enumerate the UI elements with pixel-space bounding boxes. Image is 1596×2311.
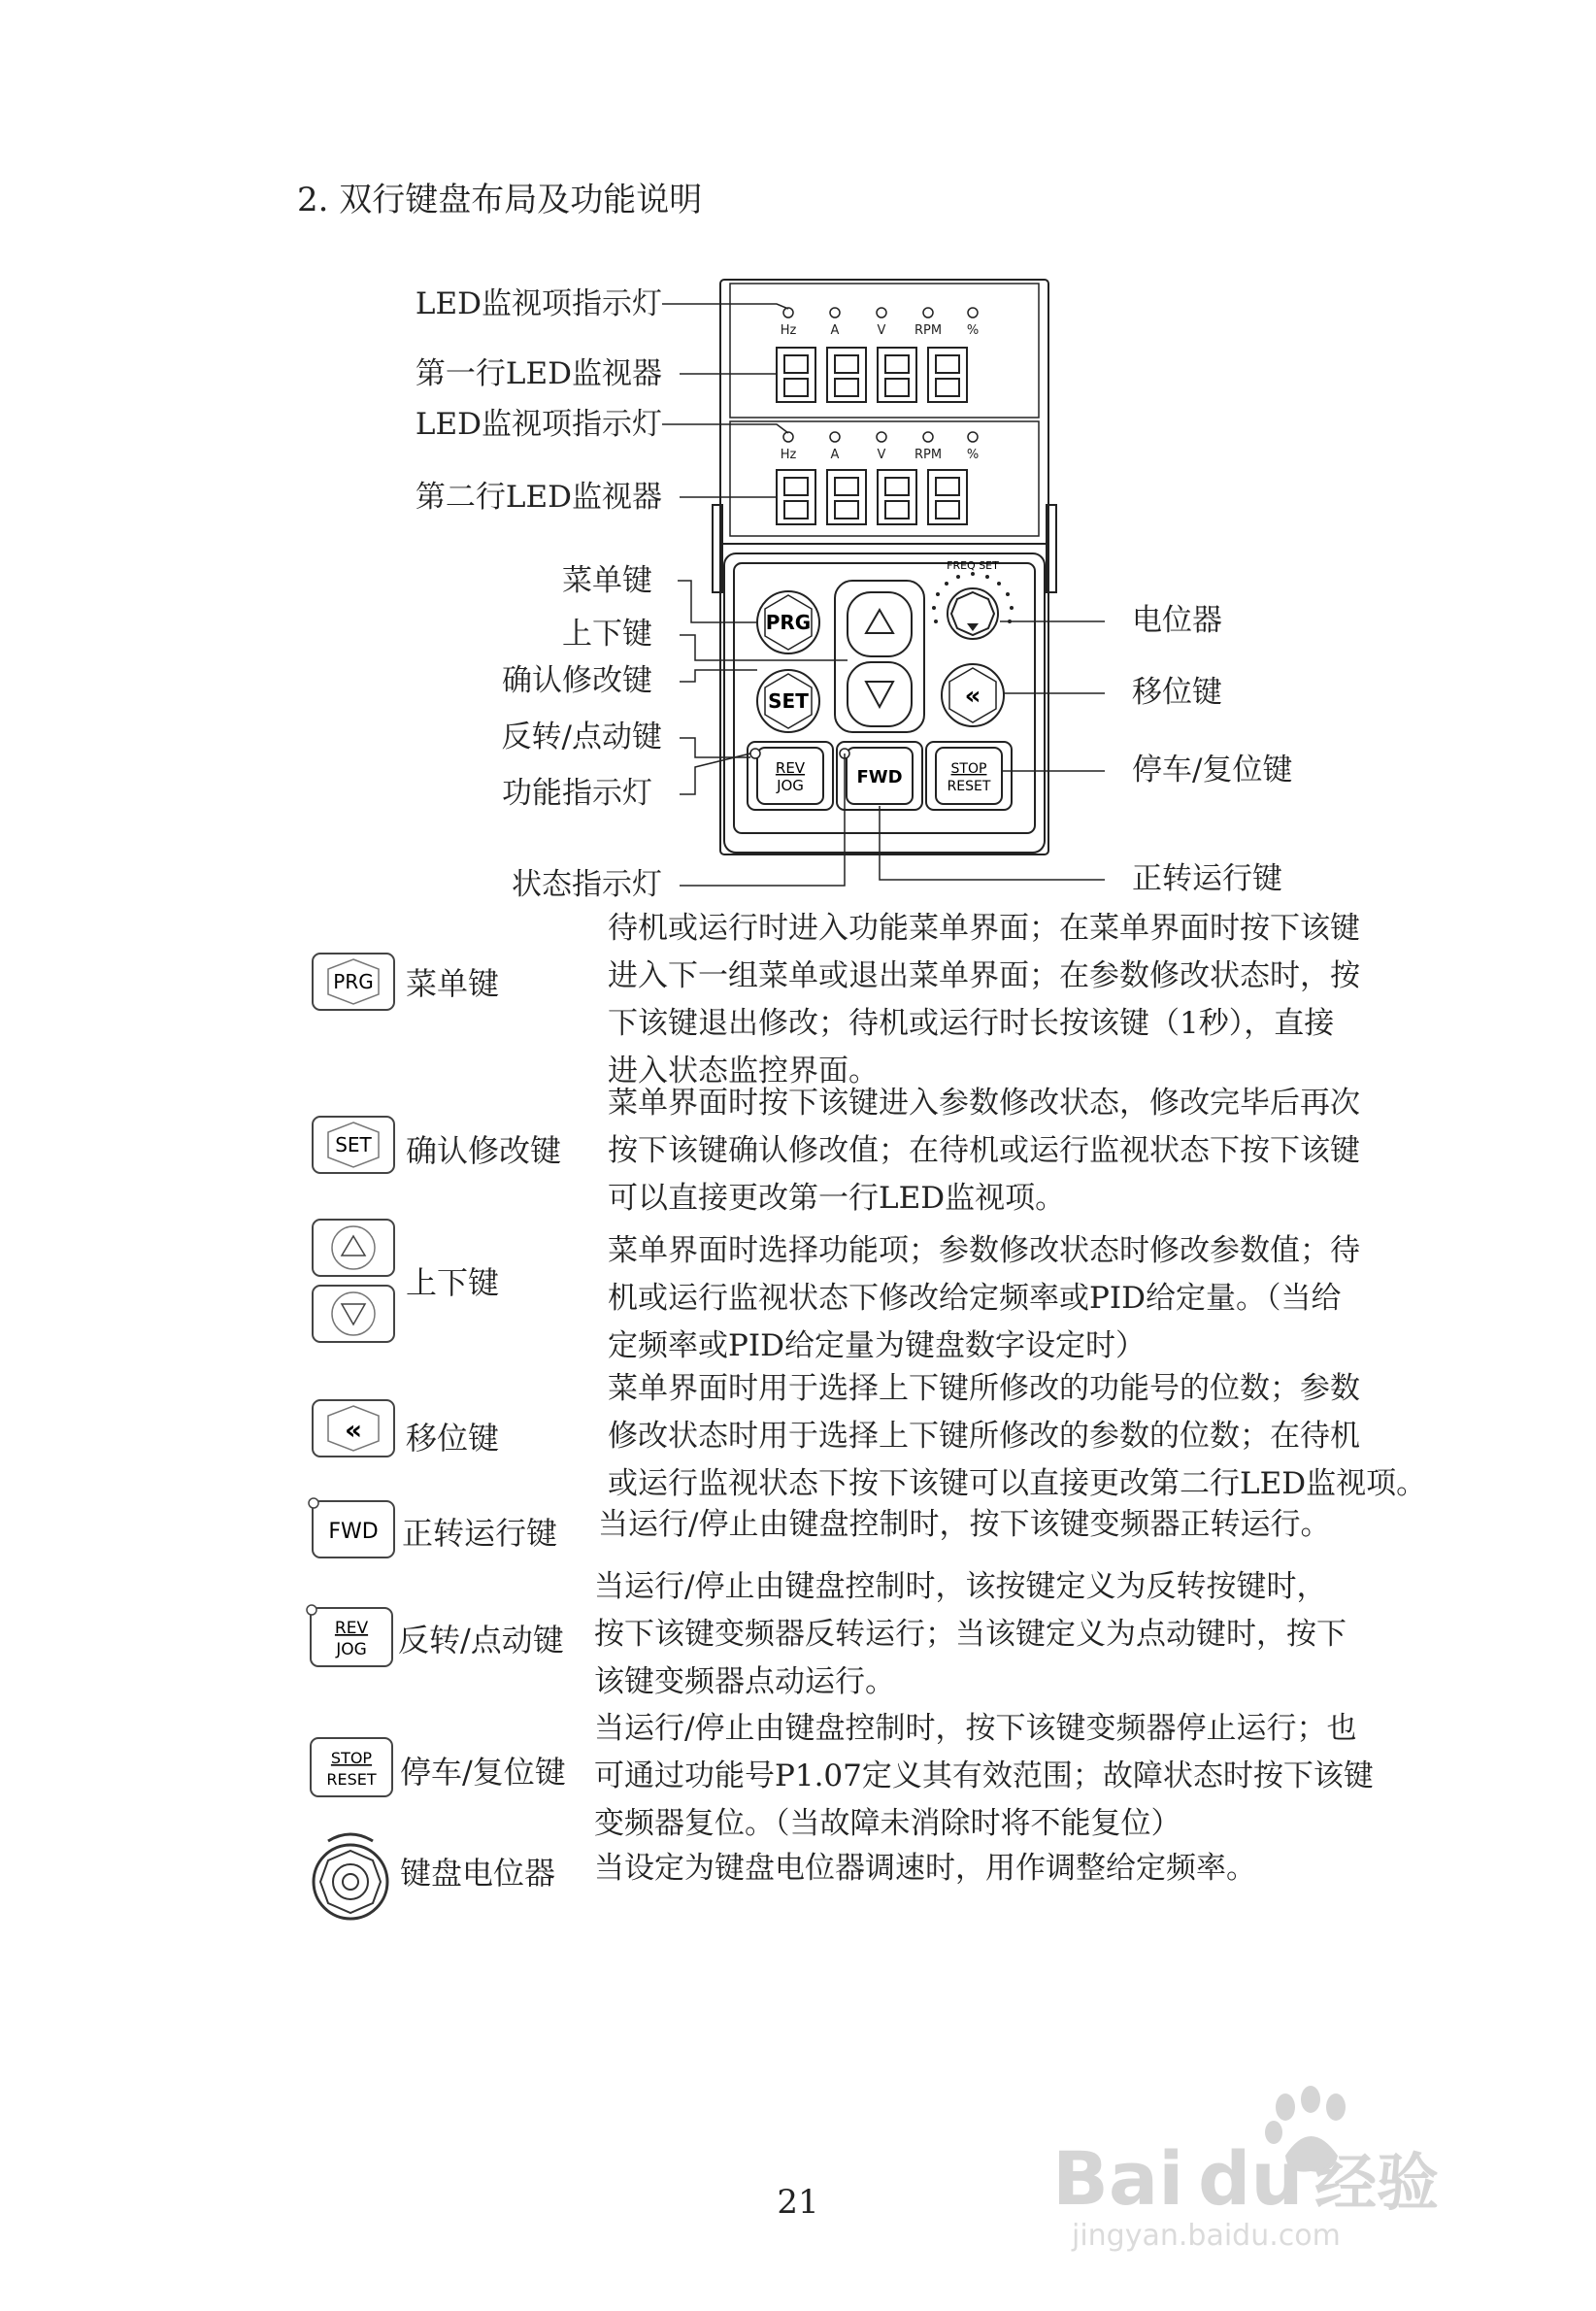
stop-reset-key[interactable] (936, 748, 1002, 804)
key-desc-shift: 菜单界面时用于选择上下键所修改的功能号的位数；参数 修改状态时用于选择上下键所修改的参数的位数；在待机 或运行监视状态下按下该键可以直接更改第二行LED监视项。 (608, 1371, 1427, 1501)
unit-hz-2: Hz (780, 448, 797, 462)
led-monitor-1 (777, 348, 967, 402)
svg-text:Bai: Bai (1052, 2135, 1184, 2222)
svg-text:FREQ SET: FREQ SET (947, 559, 999, 572)
set-key[interactable] (757, 670, 819, 732)
rev-jog-key-icon (305, 1604, 394, 1668)
callout-function-indicator: 功能指示灯 (502, 776, 652, 811)
callout-led-indicator-1: LED监视项指示灯 (415, 286, 662, 321)
unit-pct-2: % (966, 448, 980, 462)
down-key[interactable] (848, 662, 912, 726)
stop-reset-key-icon (307, 1734, 396, 1798)
indicator-leds-2 (781, 432, 979, 462)
svg-text:jingyan.baidu.com: jingyan.baidu.com (1072, 2219, 1341, 2253)
svg-text:JOG: JOG (336, 1640, 367, 1659)
svg-text:FWD: FWD (856, 767, 903, 787)
callout-stop-reset-key: 停车/复位键 (1132, 753, 1293, 787)
callout-led-monitor-1: 第一行LED监视器 (415, 356, 662, 391)
prg-key-icon (311, 952, 396, 1012)
unit-rpm-2: RPM (914, 448, 943, 462)
double-chevron-left-icon: « (964, 682, 981, 711)
svg-text:PRG: PRG (765, 611, 812, 634)
shift-key[interactable] (942, 664, 1004, 726)
fwd-key[interactable] (840, 748, 913, 804)
callout-updown-key: 上下键 (562, 617, 652, 652)
key-desc-updown: 菜单界面时选择功能项；参数修改状态时修改参数值；待 机或运行监视状态下修改给定频率或PID给定量。（当给 定频率或PID给定量为键盘数字设定时） (608, 1233, 1360, 1363)
svg-text:SET: SET (768, 689, 809, 713)
key-desc-fwd: 当运行/停止由键盘控制时，按下该键变频器正转运行。 (598, 1507, 1331, 1542)
unit-a: A (830, 323, 840, 338)
svg-text:du: du (1198, 2135, 1304, 2222)
key-name-set: 确认修改键 (406, 1132, 562, 1169)
callout-led-indicator-2: LED监视项指示灯 (415, 407, 662, 442)
svg-text:经验: 经验 (1314, 2148, 1439, 2220)
key-desc-set: 菜单界面时按下该键进入参数修改状态，修改完毕后再次 按下该键确认修改值；在待机或运行监视状态下按下该键 可以直接更改第一行LED监视项。 (608, 1086, 1360, 1216)
unit-pct: % (966, 323, 980, 338)
double-chevron-left-icon: « (344, 1414, 363, 1446)
fwd-key-icon (307, 1497, 396, 1559)
knob-potentiometer[interactable] (932, 559, 1014, 639)
unit-a-2: A (830, 448, 840, 462)
key-desc-rev-jog: 当运行/停止由键盘控制时，该按键定义为反转按键时， 按下该键变频器反转运行；当该键定义为点动键时，按下 该键变频器点动运行。 (594, 1569, 1347, 1699)
svg-text:JOG: JOG (777, 777, 804, 794)
set-key-icon (311, 1115, 396, 1175)
up-key[interactable] (848, 592, 912, 656)
key-name-stop-reset: 停车/复位键 (400, 1754, 566, 1791)
svg-text:FWD: FWD (328, 1520, 379, 1544)
key-name-prg: 菜单键 (406, 965, 500, 1002)
svg-text:REV: REV (775, 759, 806, 777)
svg-text:STOP: STOP (330, 1749, 373, 1767)
updown-key-icon (311, 1218, 396, 1344)
key-name-fwd: 正转运行键 (402, 1515, 558, 1552)
unit-v: V (877, 323, 886, 338)
callout-rev-jog-key: 反转/点动键 (501, 720, 662, 754)
unit-hz: Hz (780, 323, 797, 338)
callout-shift-key: 移位键 (1132, 675, 1222, 710)
page-number: 21 (777, 2183, 819, 2222)
section-heading: 2. 双行键盘布局及功能说明 (297, 181, 703, 219)
indicator-leds-1 (781, 308, 979, 338)
callout-led-monitor-2: 第二行LED监视器 (415, 480, 662, 515)
potentiometer-icon (309, 1825, 392, 1923)
callout-potentiometer: 电位器 (1132, 603, 1222, 638)
shift-key-icon (311, 1398, 396, 1458)
unit-v-2: V (877, 448, 886, 462)
callout-status-indicator: 状态指示灯 (512, 867, 662, 902)
function-indicator-led (750, 749, 760, 758)
prg-key[interactable] (757, 591, 819, 653)
key-name-potentiometer: 键盘电位器 (400, 1855, 556, 1892)
key-name-shift: 移位键 (406, 1420, 500, 1457)
svg-text:PRG: PRG (333, 970, 374, 993)
rev-jog-key[interactable] (750, 748, 823, 804)
svg-text:RESET: RESET (947, 779, 991, 794)
callout-fwd-key: 正转运行键 (1132, 861, 1282, 896)
key-desc-potentiometer: 当设定为键盘电位器调速时，用作调整给定频率。 (594, 1851, 1256, 1886)
unit-rpm: RPM (914, 323, 943, 338)
key-name-rev-jog: 反转/点动键 (398, 1622, 564, 1658)
callout-menu-key: 菜单键 (562, 563, 652, 598)
svg-text:RESET: RESET (326, 1770, 377, 1789)
key-desc-stop-reset: 当运行/停止由键盘控制时，按下该键变频器停止运行；也 可通过功能号P1.07定义其有效范围；故障状态时按下该键 变频器复位。（当故障未消除时将不能复位） (594, 1711, 1374, 1841)
callout-confirm-key: 确认修改键 (502, 663, 652, 698)
baidu-jingyan-watermark (1043, 2078, 1470, 2253)
key-desc-prg: 待机或运行时进入功能菜单界面；在菜单界面时按下该键 进入下一组菜单或退出菜单界面；在参数修改状态时，按 下该键退出修改；待机或运行时长按该键（1秒），直接 进入状态监控界面。 (608, 911, 1360, 1089)
svg-text:SET: SET (335, 1133, 372, 1156)
led-monitor-2 (777, 470, 967, 524)
svg-text:REV: REV (334, 1619, 369, 1638)
svg-text:STOP: STOP (950, 761, 987, 777)
key-name-updown: 上下键 (406, 1264, 500, 1301)
